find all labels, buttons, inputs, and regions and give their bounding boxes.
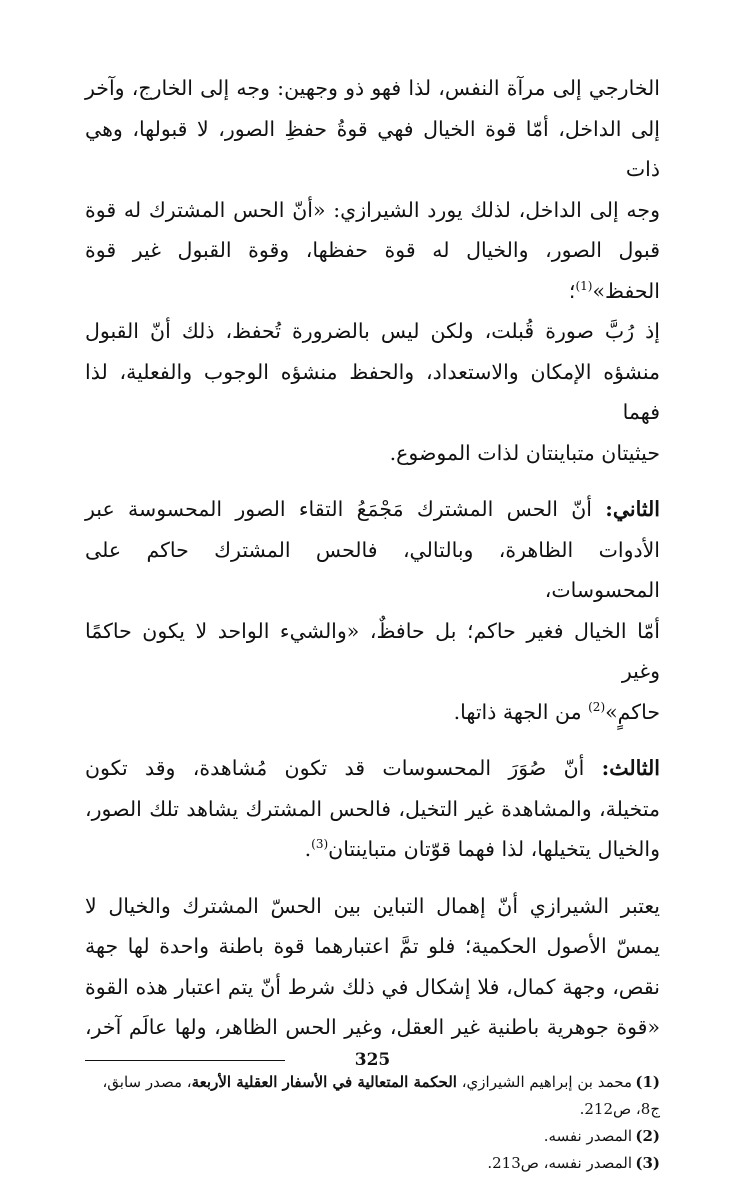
- text-line: [85, 489, 660, 530]
- footnote-text: ، مصدر سابق،: [102, 1072, 192, 1091]
- footnote-text: محمد بن إبراهيم الشيرازي،: [456, 1072, 632, 1091]
- footnote-ref-2[interactable]: (2): [588, 699, 606, 714]
- text-line: وجه إلى الداخل، لذلك يورد الشيرازي: «أنّ الحس المشترك له قوة: [85, 197, 660, 222]
- text-line: [85, 230, 660, 311]
- text-line: إلى الداخل، أمّا قوة الخيال فهي قوةُ حفظِ الصور، لا قبولها، وهي ذات: [85, 116, 660, 181]
- footnote-number: (1): [635, 1072, 660, 1091]
- page-number: 325: [354, 1050, 391, 1070]
- footnote-number: (3): [635, 1153, 660, 1172]
- text-line: أمّا الخيال فغير حاكم؛ بل حافظٌ، «والشيء الواحد لا يكون حاكمًا وغير: [85, 618, 660, 683]
- text-line: منشؤه الإمكان والاستعداد، والحفظ منشؤه الوجوب والفعلية، لذا فهما: [85, 359, 660, 424]
- text-span: أنّ الحس المشترك مَجْمَعُ التقاء الصور المحسوسة عبر: [85, 497, 606, 521]
- footnote-2: [85, 1123, 660, 1150]
- paragraph-3: [85, 748, 660, 870]
- footnote-ref-3[interactable]: (3): [311, 837, 329, 852]
- text-line: يمسّ الأصول الحكمية؛ فلو تمَّ اعتبارهما قوة باطنة واحدة لها جهة: [85, 934, 660, 958]
- page-body: [85, 68, 660, 1177]
- footnote-text: المصدر نفسه.: [543, 1126, 632, 1145]
- paragraph-4: [85, 886, 660, 1048]
- footnote-ref-1[interactable]: (1): [575, 278, 593, 293]
- footnotes: [85, 1069, 660, 1177]
- footnote-1-continuation: ج8، ص212.: [579, 1099, 660, 1118]
- footnote-number: (2): [635, 1126, 660, 1145]
- text-span: .: [304, 837, 312, 861]
- paragraph-keyword: الثاني:: [605, 497, 660, 521]
- text-line: «قوة جوهرية باطنية غير العقل، وغير الحس الظاهر، ولها عالَم آخر،: [85, 1015, 660, 1039]
- text-line: إذ رُبَّ صورة قُبلت، ولكن ليس بالضرورة تُحفظ، ذلك أنّ القبول: [85, 319, 660, 343]
- paragraph-keyword: الثالث:: [601, 756, 660, 780]
- footnote-3: [85, 1150, 660, 1177]
- text-line: حيثيتان متباينتان لذات الموضوع.: [389, 440, 660, 465]
- text-span: من الجهة ذاتها.: [453, 699, 589, 724]
- text-span: ؛: [568, 278, 576, 303]
- footnote-text: المصدر نفسه، ص213.: [487, 1153, 632, 1172]
- text-span: والخيال يتخيلها، لذا فهما قوّتان متباينتان: [328, 837, 660, 861]
- text-span: قبول الصور، والخيال له قوة حفظها، وقوة القبول غير قوة الحفظ»: [85, 238, 660, 303]
- paragraph-1: [85, 68, 660, 473]
- text-line: الخارجي إلى مرآة النفس، لذا فهو ذو وجهين: وجه إلى الخارج، وآخر: [85, 76, 660, 100]
- text-line: [85, 748, 660, 789]
- footnote-1: [85, 1069, 660, 1096]
- text-line: نقص، وجهة كمال، فلا إشكال في ذلك شرط أنّ يتم اعتبار هذه القوة: [85, 974, 660, 999]
- footnote-book-title: الحكمة المتعالية في الأسفار العقلية الأربعة: [191, 1072, 457, 1091]
- text-span: أنّ صُوَرَ المحسوسات قد تكون مُشاهدة، وقد تكون: [85, 756, 602, 780]
- text-span: حاكمٍ»: [605, 699, 660, 724]
- text-line: يعتبر الشيرازي أنّ إهمال التباين بين الحسّ المشترك والخيال لا: [85, 893, 660, 918]
- paragraph-2: [85, 489, 660, 732]
- text-line: متخيلة، والمشاهدة غير التخيل، فالحس المشترك يشاهد تلك الصور،: [85, 796, 660, 821]
- text-line: [85, 692, 660, 733]
- text-line: [85, 829, 660, 870]
- text-line: الأدوات الظاهرة، وبالتالي، فالحس المشترك حاكم على المحسوسات،: [85, 537, 660, 602]
